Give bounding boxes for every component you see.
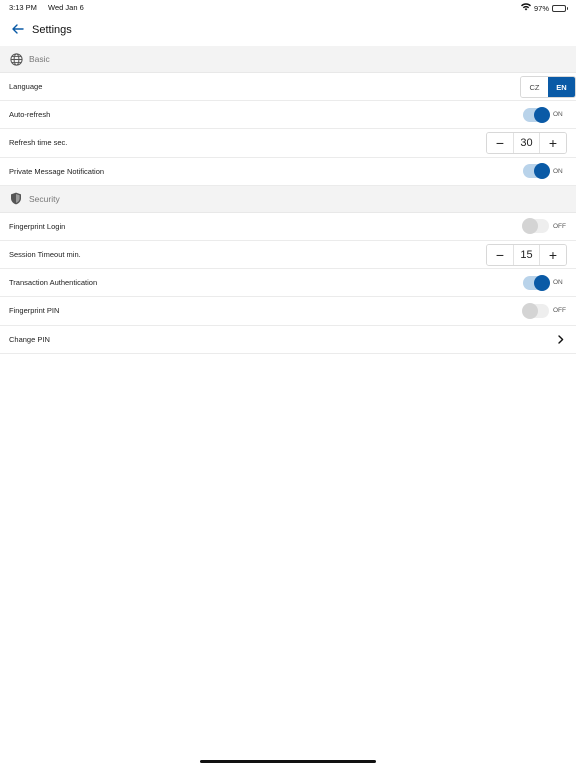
page-title: Settings — [32, 24, 72, 36]
row-session-timeout — [0, 241, 576, 269]
section-basic — [0, 46, 576, 73]
settings-list — [0, 46, 576, 354]
change-pin-label: Change PIN — [9, 334, 50, 344]
row-language — [0, 73, 576, 101]
row-change-pin[interactable] — [0, 326, 576, 354]
transaction-auth-label: Transaction Authentication — [9, 278, 98, 288]
row-auto-refresh — [0, 101, 576, 129]
status-date: Wed Jan 6 — [48, 3, 84, 12]
auto-refresh-state: ON — [553, 111, 563, 119]
session-timeout-increment-button[interactable]: + — [540, 245, 566, 265]
language-selector — [520, 76, 576, 98]
battery-percent: 97% — [533, 3, 549, 13]
auto-refresh-label: Auto-refresh — [9, 110, 51, 120]
back-button[interactable] — [8, 20, 28, 40]
fingerprint-login-toggle[interactable] — [523, 219, 549, 233]
transaction-auth-toggle[interactable] — [523, 276, 549, 290]
transaction-auth-toggle-group — [523, 276, 567, 290]
auto-refresh-toggle[interactable] — [523, 108, 549, 122]
private-message-toggle[interactable] — [523, 164, 549, 178]
fingerprint-pin-toggle[interactable] — [523, 304, 549, 318]
fingerprint-pin-label: Fingerprint PIN — [9, 306, 60, 316]
refresh-time-decrement-button[interactable]: − — [487, 133, 513, 153]
auto-refresh-toggle-group — [523, 108, 567, 122]
chevron-right-icon[interactable] — [555, 333, 567, 345]
language-option-cz[interactable]: CZ — [521, 77, 548, 97]
globe-icon — [9, 52, 23, 66]
session-timeout-value: 15 — [513, 245, 540, 265]
private-message-toggle-group — [523, 164, 567, 178]
fingerprint-login-toggle-group — [523, 219, 567, 233]
session-timeout-label: Session Timeout min. — [9, 250, 81, 260]
refresh-time-increment-button[interactable]: + — [540, 133, 566, 153]
private-message-label: Private Message Notification — [9, 166, 105, 176]
status-bar-left — [9, 3, 84, 12]
row-private-message — [0, 158, 576, 186]
row-fingerprint-pin — [0, 297, 576, 325]
wifi-icon — [521, 3, 531, 13]
row-transaction-auth — [0, 269, 576, 297]
language-label: Language — [9, 82, 43, 92]
session-timeout-stepper — [486, 244, 567, 266]
shield-icon — [9, 192, 23, 206]
language-option-en[interactable]: EN — [548, 77, 575, 97]
status-bar — [0, 0, 576, 14]
refresh-time-label: Refresh time sec. — [9, 138, 68, 148]
header — [0, 14, 576, 46]
session-timeout-decrement-button[interactable]: − — [487, 245, 513, 265]
section-security — [0, 186, 576, 213]
row-refresh-time — [0, 129, 576, 157]
battery-icon — [552, 5, 566, 12]
row-fingerprint-login — [0, 213, 576, 241]
refresh-time-stepper — [486, 132, 567, 154]
section-basic-title: Basic — [29, 54, 50, 64]
home-indicator — [200, 760, 376, 763]
fingerprint-login-state: OFF — [553, 222, 566, 230]
status-bar-right — [521, 3, 566, 13]
fingerprint-pin-state: OFF — [553, 307, 566, 315]
private-message-state: ON — [553, 167, 563, 175]
fingerprint-login-label: Fingerprint Login — [9, 221, 66, 231]
fingerprint-pin-toggle-group — [523, 304, 567, 318]
arrow-left-icon — [12, 21, 24, 39]
refresh-time-value: 30 — [513, 133, 540, 153]
section-security-title: Security — [29, 193, 60, 204]
transaction-auth-state: ON — [553, 279, 563, 287]
status-time: 3:13 PM — [9, 3, 37, 12]
